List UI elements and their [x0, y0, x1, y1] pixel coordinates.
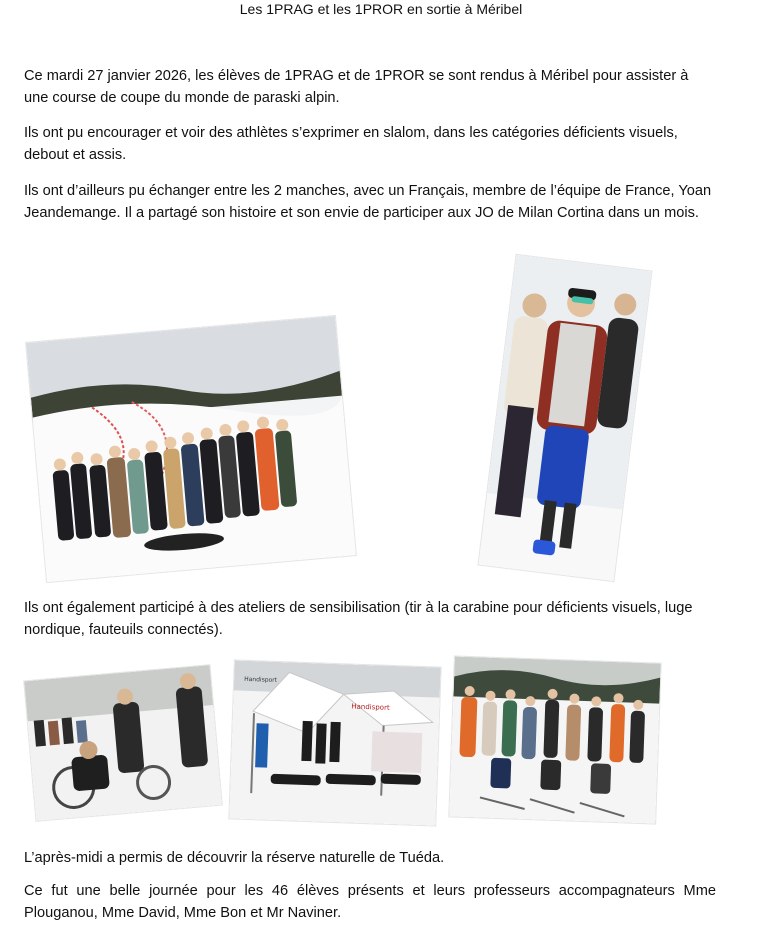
paragraph-workshops: Ils ont également participé à des ateliers de sensibilisation (tir à la carabine pour déficients visuels, luge nordique, fauteuils connectés).: [24, 600, 693, 638]
paragraph-intro: Ce mardi 27 janvier 2026, les élèves de 1PRAG et de 1PROR se sont rendus à Méribel pour assister à une course de coupe du monde de paraski alpin.: [24, 68, 689, 106]
paragraph-slalom: Ils ont pu encourager et voir des athlètes s’exprimer en slalom, dans les catégories déficients visuels, debout et assis.: [24, 125, 678, 163]
page-title: Les 1PRAG et les 1PROR en sortie à Méribel: [239, 1, 523, 17]
wheelchair-workshop-photo: [24, 665, 221, 821]
group-photo: [26, 316, 356, 582]
paragraph-afternoon: L’après-midi a permis de découvrir la réserve naturelle de Tuéda.: [24, 850, 445, 866]
tent-banner-small: Handisport: [244, 675, 278, 684]
paragraph-athlete: Ils ont d’ailleurs pu échanger entre les 2 manches, avec un Français, membre de l’équipe de France, Yoan Jeandemange. Il a partagé son histoire et son envie de participer aux JO de Milan Cortina dans un mois.: [24, 183, 712, 221]
paragraph-conclusion: Ce fut une belle journée pour les 46 élèves présents et leurs professeurs accompagnateurs Mme Plouganou, Mme David, Mme Bon et Mr Naviner.: [24, 883, 716, 921]
athlete-photo: [478, 255, 651, 581]
nordic-sled-photo: [449, 656, 660, 823]
tent-banner: Handisport: [351, 702, 390, 712]
tent-shooting-photo: [229, 660, 440, 825]
